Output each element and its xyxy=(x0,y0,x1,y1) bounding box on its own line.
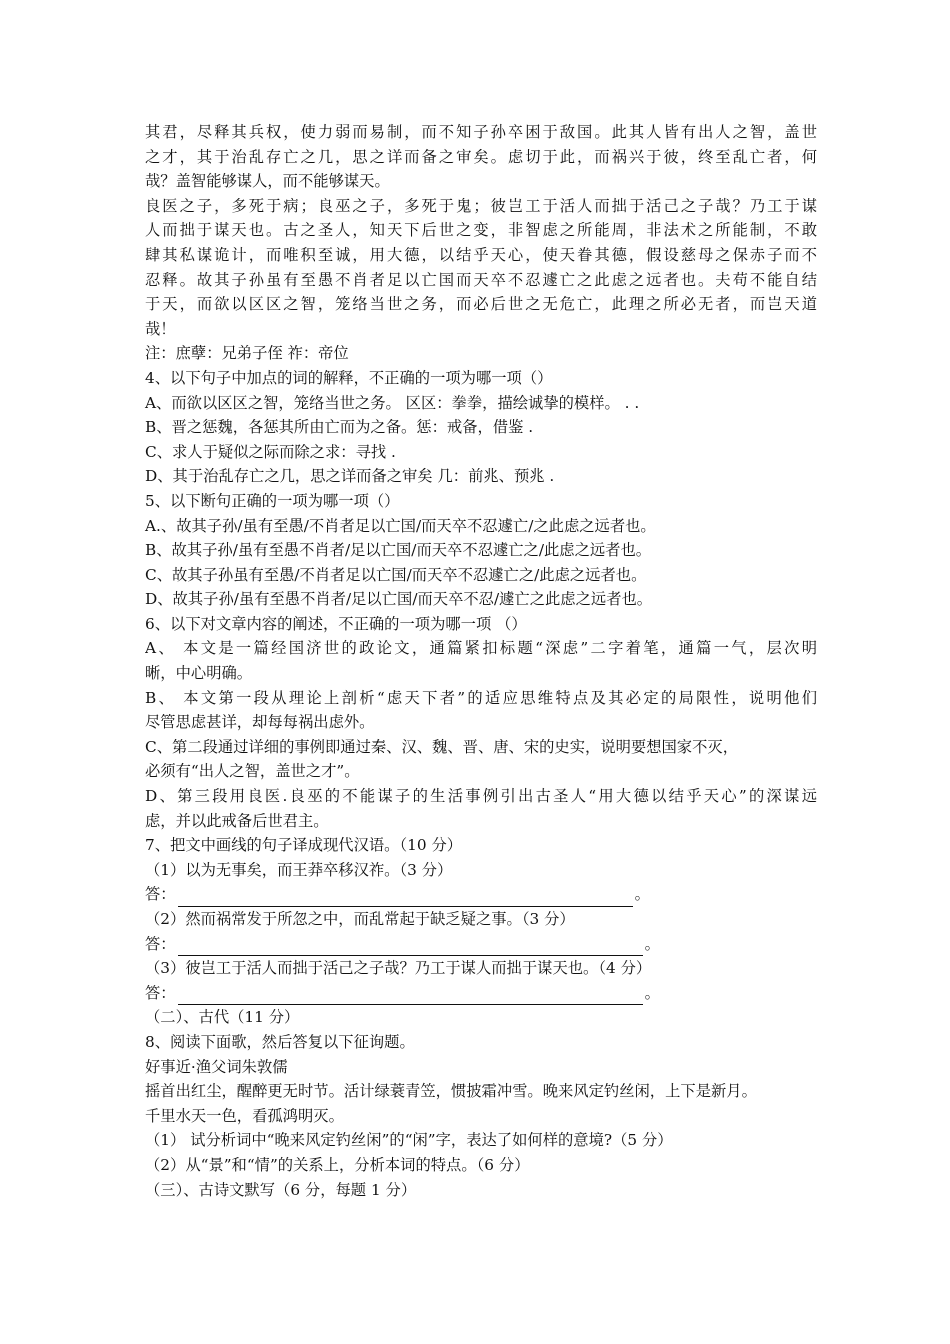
option-d: D、故其子孙/虽有至愚不肖者/足以亡国/而天卒不忍/遽亡之此虑之远者也。 xyxy=(145,590,653,609)
option-a: A、 本文是一篇经国济世的政论文，通篇紧扣标题“深虑”二字着笔，通篇一气，层次明 xyxy=(145,639,817,658)
answer-label: 答： xyxy=(145,983,176,1002)
option-b: B、 本文第一段从理论上剖析“虑天下者”的适应思维特点及其必定的局限性，说明他们 xyxy=(145,688,817,707)
option-c: C、故其子孙虽有至愚/不肖者足以亡国/而天卒不忍遽亡之/此虑之远者也。 xyxy=(145,565,647,584)
text-line: 哉！ xyxy=(145,319,176,338)
text-line: 之才，其于治乱存亡之几，思之详而备之审矣。虑切于此，而祸兴于彼，终至乱亡者，何 xyxy=(145,147,817,166)
answer-line-3 xyxy=(145,981,817,1006)
annotation-note: 注：庶孽：兄弟子侄 祚：帝位 xyxy=(145,344,349,363)
question-stem: 8、阅读下面歌，然后答复以下征询题。 xyxy=(145,1032,415,1051)
question-stem: 5、以下断句正确的一项为哪一项（） xyxy=(145,491,400,510)
sub-question-2: （2）从“景”和“情”的关系上，分析本词的特点。（6 分） xyxy=(145,1155,530,1174)
question-5 xyxy=(145,489,817,612)
question-7 xyxy=(145,833,817,1005)
question-8 xyxy=(145,1030,817,1178)
answer-line-2 xyxy=(145,932,817,957)
option-d-cont: 虑，并以此戒备后世君主。 xyxy=(145,811,329,830)
answer-blank[interactable] xyxy=(178,988,643,1005)
answer-end: 。 xyxy=(634,885,650,904)
poem-line: 摇首出红尘，醒醉更无时节。活计绿蓑青笠，惯披霜冲雪。晚来风定钓丝闲，上下是新月。 xyxy=(145,1082,757,1101)
option-b-cont: 尽管思虑甚详，却每每祸出虑外。 xyxy=(145,713,375,732)
answer-line-1 xyxy=(145,882,817,907)
sub-question-3: （3）彼岂工于活人而拙于活己之子哉？乃工于谋人而拙于谋天也。（4 分） xyxy=(145,959,652,978)
option-c: C、第二段通过详细的事例即通过秦、汉、魏、晋、唐、宋的史实，说明要想国家不灭， xyxy=(145,737,738,756)
text-line: 人而拙于谋天也。古之圣人，知天下后世之变，非智虑之所能周，非法术之所能制，不敢 xyxy=(145,221,817,240)
answer-blank[interactable] xyxy=(178,890,633,907)
sub-question-2: （2）然而祸常发于所忽之中，而乱常起于缺乏疑之事。（3 分） xyxy=(145,910,575,928)
text-line: 良医之子，多死于病；良巫之子，多死于鬼；彼岂工于活人而拙于活己之子哉？乃工于谋 xyxy=(145,196,817,215)
option-a: A.、故其子孙/虽有至愚/不肖者足以亡国/而天卒不忍遽亡/之此虑之远者也。 xyxy=(145,516,656,535)
option-a: A、而欲以区区之智，笼络当世之务。 区区：拳拳，描绘诚挚的模样。 . . xyxy=(145,393,640,412)
option-d: D、第三段用良医.良巫的不能谋子的生活事例引出古圣人“用大德以结乎天心”的深谋远 xyxy=(145,787,817,806)
option-c-cont: 必须有“出人之智，盖世之才”。 xyxy=(145,762,360,781)
answer-blank[interactable] xyxy=(178,939,643,956)
question-stem: 4、以下句子中加点的词的解释，不正确的一项为哪一项（） xyxy=(145,368,553,387)
option-c: C、求人于疑似之际而除之求：寻找 . xyxy=(145,442,396,461)
question-6 xyxy=(145,612,817,833)
question-4 xyxy=(145,366,817,489)
option-b: B、晋之惩魏，各惩其所由亡而为之备。惩：戒备，借鉴 . xyxy=(145,418,534,437)
sub-question-1: （1） 试分析词中“晚来风定钓丝闲”的“闲”字，表达了如何样的意境?（5 分） xyxy=(145,1131,673,1150)
document-page xyxy=(145,120,817,1202)
section-heading-2: （二）、古代（11 分） xyxy=(145,1008,300,1027)
question-stem: 6、以下对文章内容的阐述，不正确的一项为哪一项 （） xyxy=(145,614,527,633)
sub-question-1: （1）以为无事矣，而王莽卒移汉祚。（3 分） xyxy=(145,860,453,879)
text-line: 哉？盖智能够谋人，而不能够谋天。 xyxy=(145,172,390,191)
answer-end: 。 xyxy=(644,934,660,953)
poem-title: 好事近·渔父词朱敦儒 xyxy=(145,1057,288,1076)
answer-end: 。 xyxy=(644,983,660,1002)
answer-label: 答： xyxy=(145,934,176,953)
text-line: 忍释。故其子孙虽有至愚不肖者足以亡国而天卒不忍遽亡之此虑之远者也。夫苟不能自结 xyxy=(145,270,817,289)
option-b: B、故其子孙/虽有至愚不肖者/足以亡国/而天卒不忍遽亡之/此虑之远者也。 xyxy=(145,541,652,560)
text-line: 于天，而欲以区区之智，笼络当世之务，而必后世之无危亡，此理之所必无者，而岂天道 xyxy=(145,295,817,314)
answer-label: 答： xyxy=(145,885,176,904)
text-line: 其君，尽释其兵权，使力弱而易制，而不知子孙卒困于敌国。此其人皆有出人之智，盖世 xyxy=(145,123,817,141)
poem-line: 千里水天一色，看孤鸿明灭。 xyxy=(145,1106,344,1125)
question-stem: 7、把文中画线的句子译成现代汉语。（10 分） xyxy=(145,836,463,855)
paragraph-1 xyxy=(145,120,817,194)
text-line: 肆其私谋诡计，而唯积至诚，用大德，以结乎天心，使天眷其德，假设慈母之保赤子而不 xyxy=(145,245,817,264)
paragraph-2 xyxy=(145,194,817,342)
option-d: D、其于治乱存亡之几，思之详而备之审矣 几：前兆、预兆 . xyxy=(145,467,555,486)
option-a-cont: 晰，中心明确。 xyxy=(145,664,253,683)
section-heading-3: （三）、古诗文默写（6 分，每题 1 分） xyxy=(145,1180,417,1199)
